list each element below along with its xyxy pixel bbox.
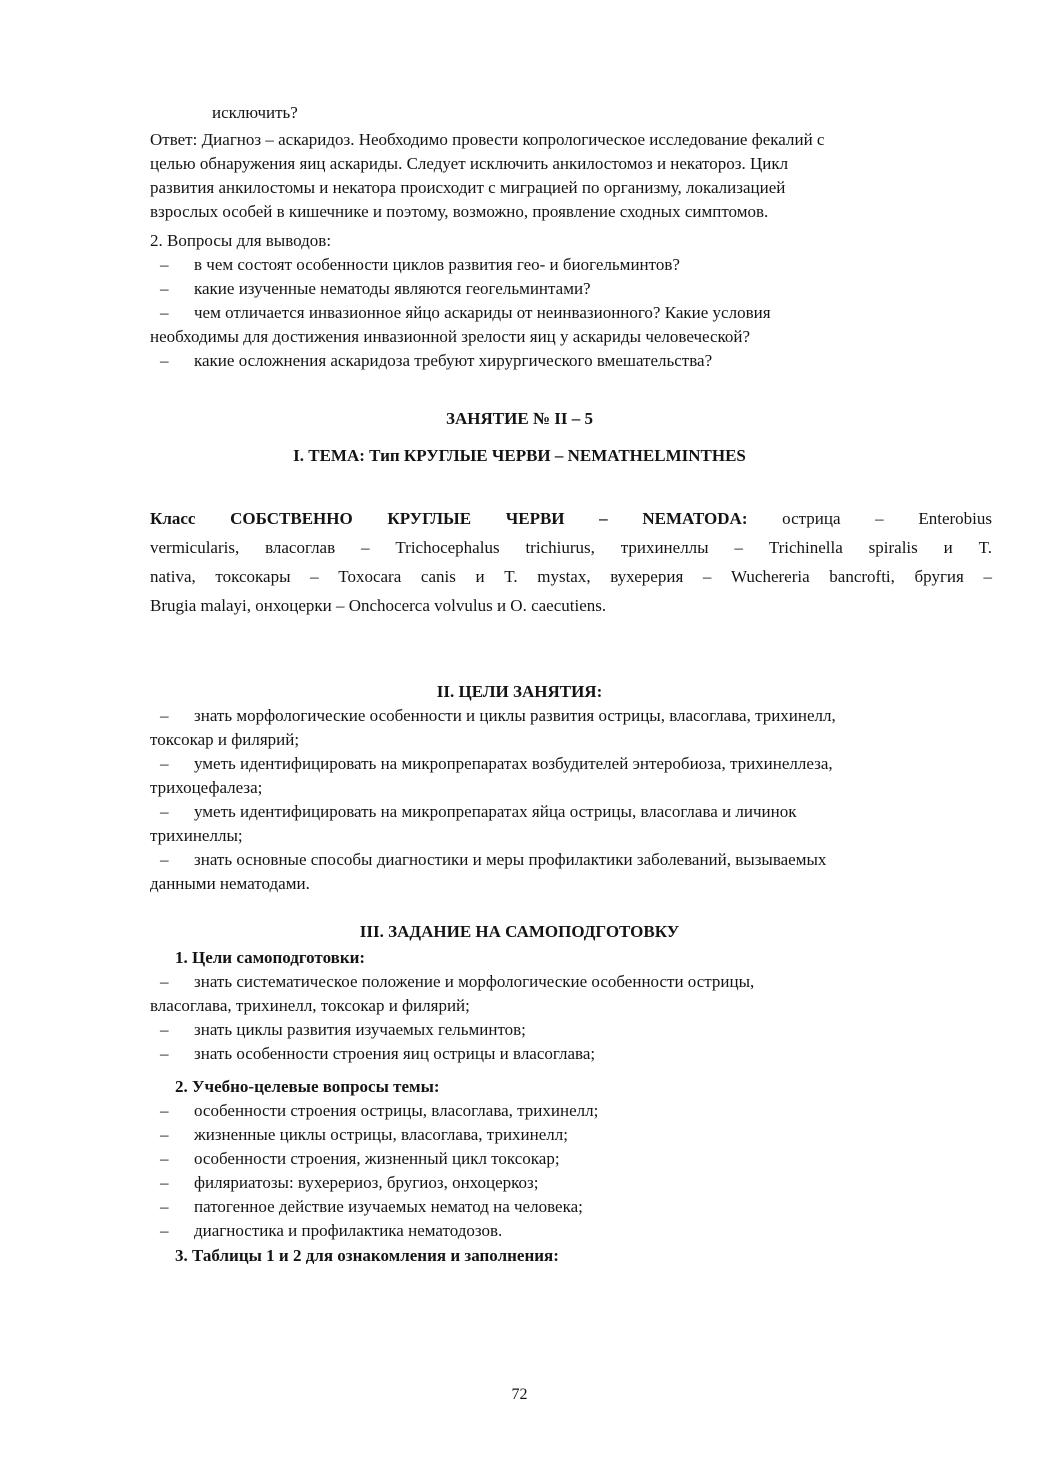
goal-item-continuation: токсокар и филярий;: [150, 730, 300, 749]
goal-item: знать основные способы диагностики и меры профилактики заболеваний, вызываемых: [194, 850, 827, 869]
task-item: знать систематическое положение и морфологические особенности острицы,: [194, 972, 755, 991]
class-line-4: Brugia malayi, онхоцерки – Onchocerca volvulus и O. caecutiens.: [150, 596, 607, 615]
class-name: Класс СОБСТВЕННО КРУГЛЫЕ ЧЕРВИ – NEMATODA:: [150, 509, 748, 528]
question-item: жизненные циклы острицы, власоглава, трихинелл;: [194, 1125, 568, 1144]
bullet-dash: –: [160, 1125, 169, 1144]
bullet-dash: –: [160, 303, 169, 322]
list-item: какие изученные нематоды являются геогельминтами?: [194, 279, 591, 298]
class-line-2: vermicularis, власоглав – Trichocephalus trichiurus, трихинеллы – Trichinella spiralis и T.: [150, 538, 992, 557]
lesson-title: ЗАНЯТИЕ № II – 5: [446, 409, 593, 428]
task-subheading: 3. Таблицы 1 и 2 для ознакомления и заполнения:: [175, 1246, 559, 1265]
question-item: диагностика и профилактика нематодозов.: [194, 1221, 503, 1240]
text-line: Ответ: Диагноз – аскаридоз. Необходимо провести копрологическое исследование фекалий с: [150, 130, 825, 149]
bullet-dash: –: [160, 279, 169, 298]
bullet-dash: –: [160, 1221, 169, 1240]
bullet-dash: –: [160, 351, 169, 370]
question-item: особенности строения острицы, власоглава, трихинелл;: [194, 1101, 599, 1120]
bullet-dash: –: [160, 1101, 169, 1120]
goal-item-continuation: данными нематодами.: [150, 874, 310, 893]
class-paragraph: [150, 504, 992, 620]
bullet-dash: –: [160, 972, 169, 991]
text-line: взрослых особей в кишечнике и поэтому, возможно, проявление сходных симптомов.: [150, 202, 769, 221]
list-item: чем отличается инвазионное яйцо аскариды от неинвазионного? Какие условия: [194, 303, 771, 322]
question-item: патогенное действие изучаемых нематод на человека;: [194, 1197, 583, 1216]
goal-item-continuation: трихоцефалеза;: [150, 778, 263, 797]
goal-item: знать морфологические особенности и циклы развития острицы, власоглава, трихинелл,: [194, 706, 836, 725]
task-heading: III. ЗАДАНИЕ НА САМОПОДГОТОВКУ: [359, 922, 680, 941]
question-item: филяриатозы: вухерериоз, бругиоз, онхоцеркоз;: [194, 1173, 539, 1192]
goals-heading: II. ЦЕЛИ ЗАНЯТИЯ:: [436, 682, 603, 701]
question-item: особенности строения, жизненный цикл токсокар;: [194, 1149, 560, 1168]
text-line: целью обнаружения яиц аскариды. Следует исключить анкилостомоз и некатороз. Цикл: [150, 154, 789, 173]
task-item-continuation: власоглава, трихинелл, токсокар и филярий;: [150, 996, 470, 1015]
bullet-dash: –: [160, 850, 169, 869]
bullet-dash: –: [160, 1173, 169, 1192]
class-line-3: nativa, токсокары – Toxocara canis и T. mystax, вухерерия – Wuchereria bancrofti, бругия –: [150, 567, 992, 586]
questions-heading: 2. Вопросы для выводов:: [150, 231, 332, 250]
goal-item: уметь идентифицировать на микропрепаратах яйца острицы, власоглава и личинок: [194, 802, 797, 821]
list-item: какие осложнения аскаридоза требуют хирургического вмешательства?: [194, 351, 713, 370]
bullet-dash: –: [160, 1020, 169, 1039]
task-subheading: 1. Цели самоподготовки:: [175, 948, 366, 967]
goal-item: уметь идентифицировать на микропрепаратах возбудителей энтеробиоза, трихинеллеза,: [194, 754, 833, 773]
bullet-dash: –: [160, 706, 169, 725]
bullet-dash: –: [160, 1197, 169, 1216]
bullet-dash: –: [160, 1044, 169, 1063]
class-species: острица – Enterobius: [747, 509, 992, 528]
text-line: исключить?: [212, 103, 298, 122]
class-line-1: [150, 504, 992, 533]
list-item: в чем состоят особенности циклов развития гео- и биогельминтов?: [194, 255, 680, 274]
goal-item-continuation: трихинеллы;: [150, 826, 243, 845]
lesson-theme: I. ТЕМА: Тип КРУГЛЫЕ ЧЕРВИ – NEMATHELMINTHES: [293, 446, 746, 465]
task-subheading: 2. Учебно-целевые вопросы темы:: [175, 1077, 440, 1096]
bullet-dash: –: [160, 802, 169, 821]
page-number: 72: [511, 1386, 528, 1403]
bullet-dash: –: [160, 1149, 169, 1168]
text-line: развития анкилостомы и некатора происходит с миграцией по организму, локализацией: [150, 178, 786, 197]
bullet-dash: –: [160, 255, 169, 274]
task-item: знать циклы развития изучаемых гельминтов;: [194, 1020, 526, 1039]
task-item: знать особенности строения яиц острицы и власоглава;: [194, 1044, 596, 1063]
bullet-dash: –: [160, 754, 169, 773]
list-item-continuation: необходимы для достижения инвазионной зрелости яиц у аскариды человеческой?: [150, 327, 751, 346]
